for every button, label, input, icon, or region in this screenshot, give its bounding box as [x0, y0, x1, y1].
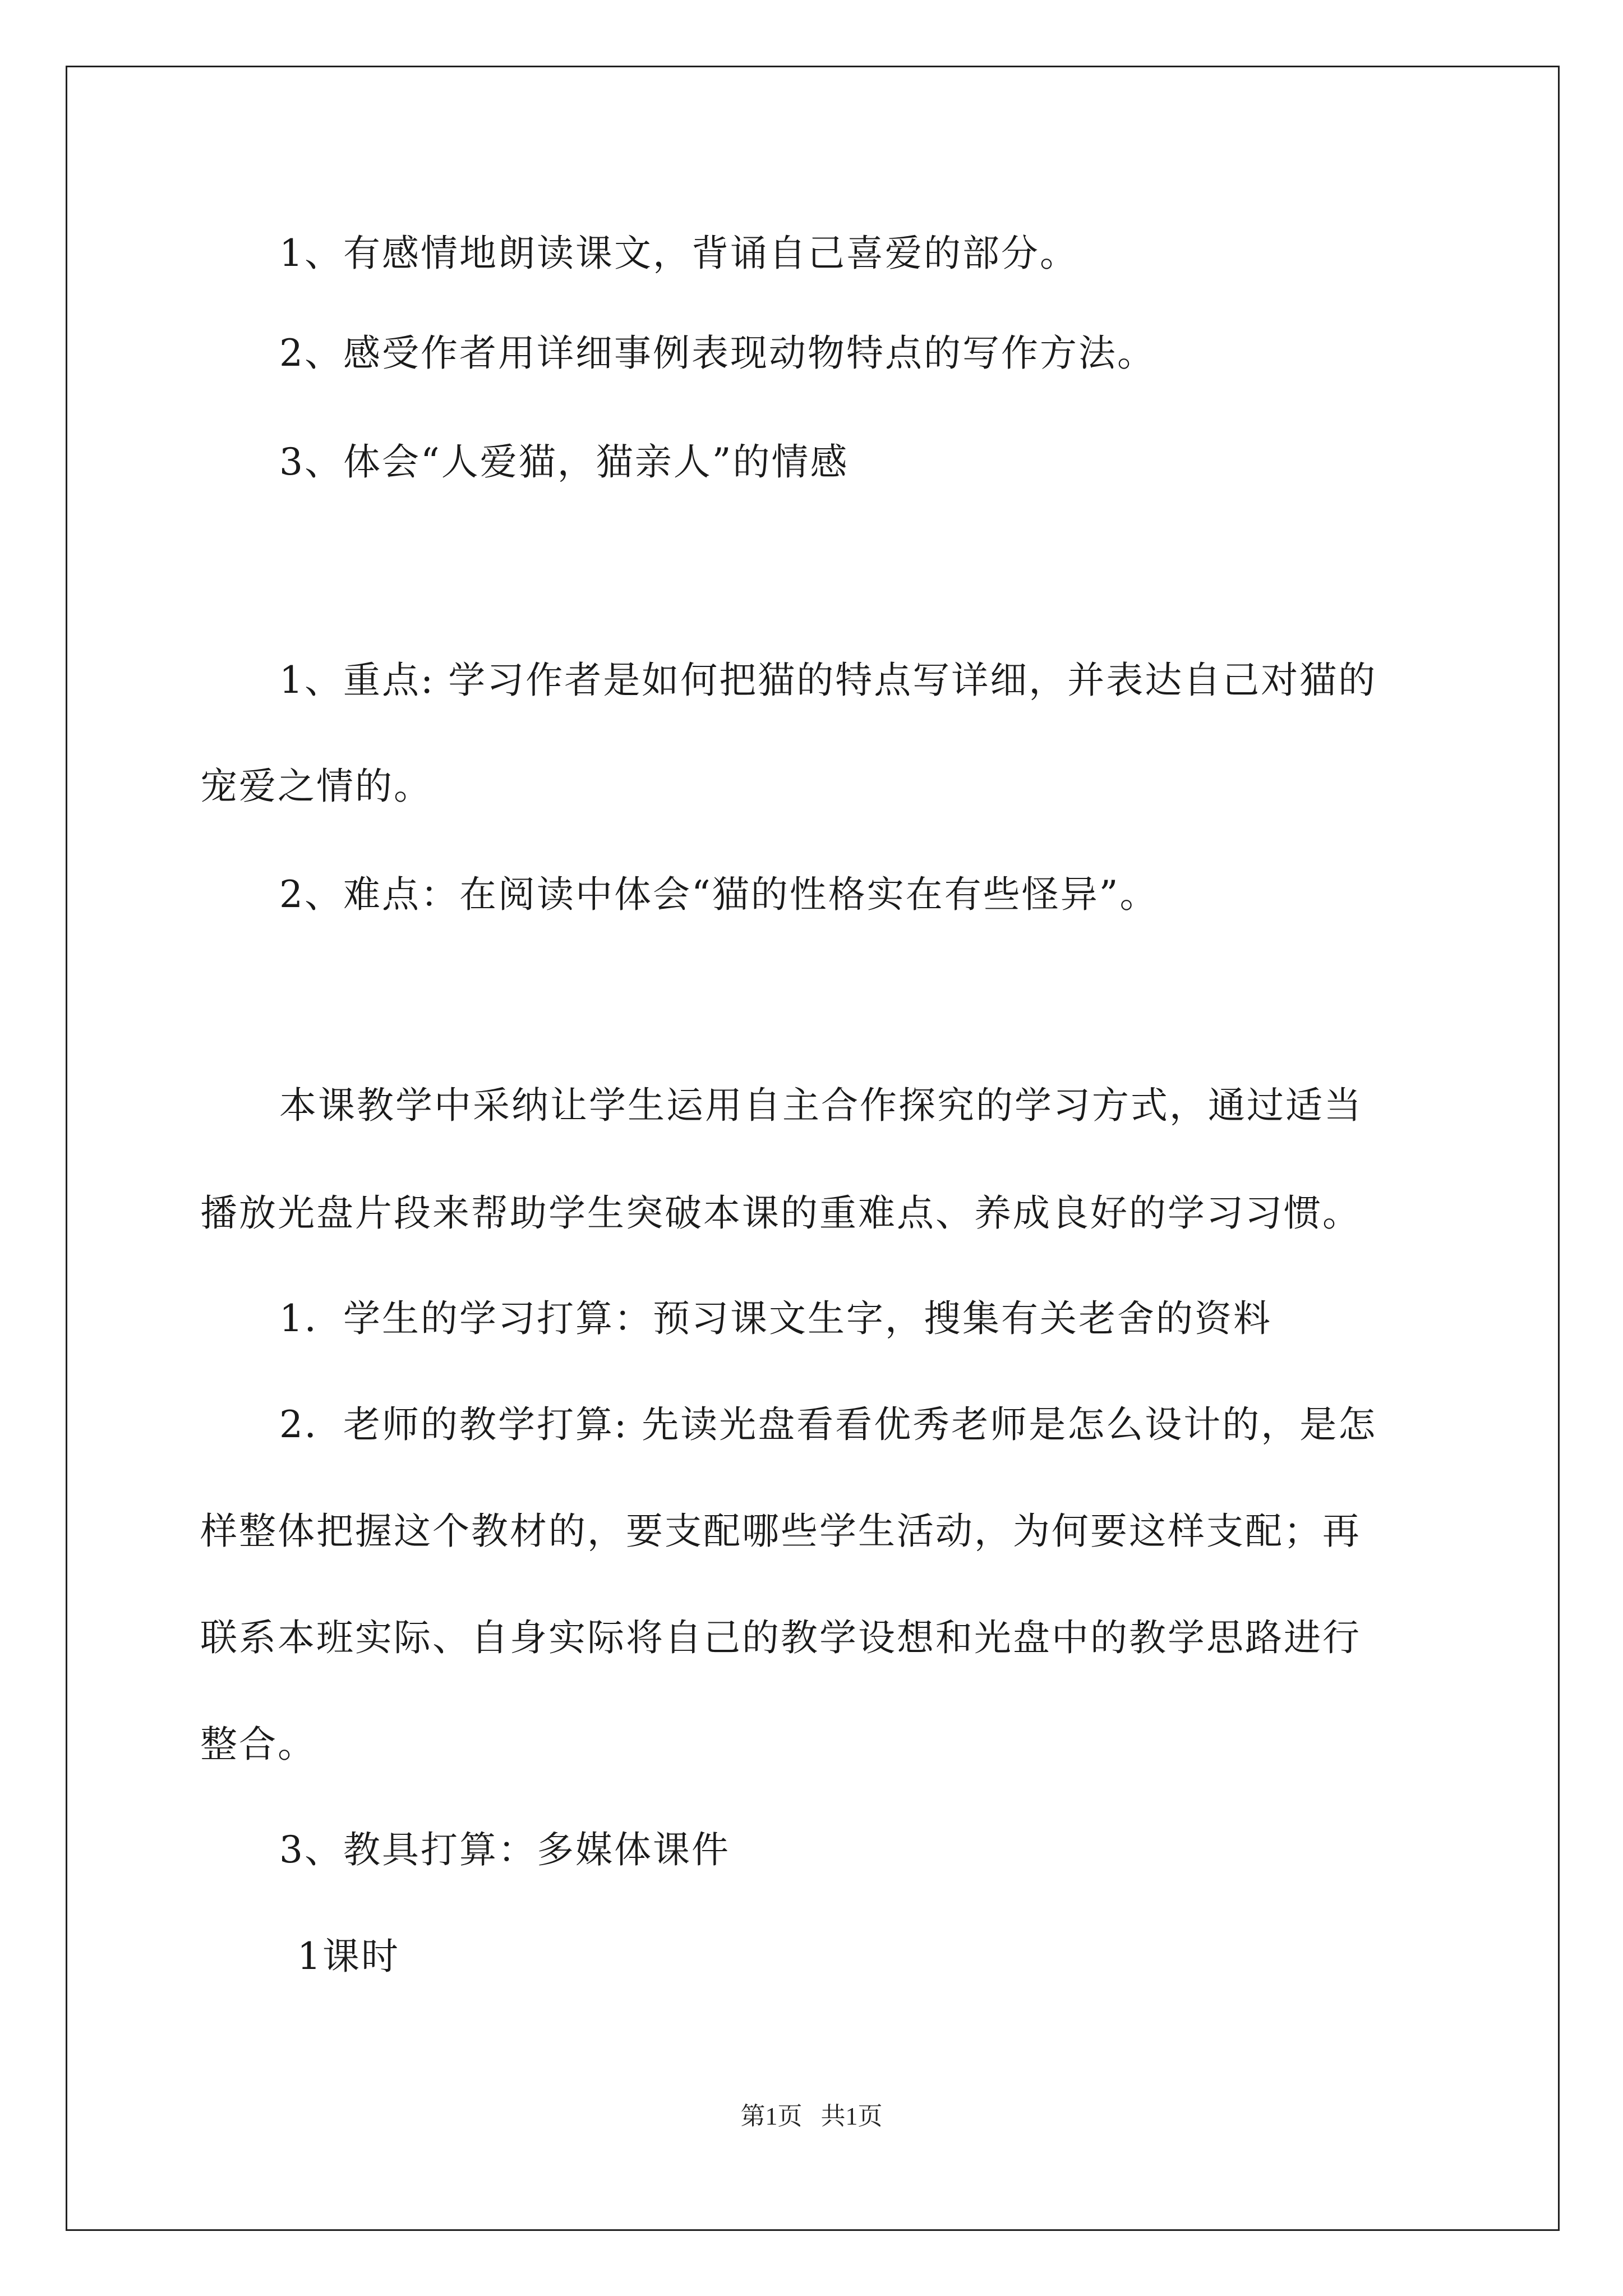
teaching-tools: 3、教具打算：多媒体课件 — [279, 1828, 730, 1871]
teacher-preparation-line-3: 联系本班实际、自身实际将自己的教学设想和光盘中的教学思路进行 — [200, 1616, 1361, 1659]
method-line-2: 播放光盘片段来帮助学生突破本课的重难点、养成良好的学习习惯。 — [200, 1191, 1361, 1235]
objective-3: 3、体会“人爱猫，猫亲人”的情感 — [279, 440, 849, 484]
objective-1: 1、有感情地朗读课文，背诵自己喜爱的部分。 — [279, 232, 1078, 275]
key-point-2: 2、难点：在阅读中体会“猫的性格实在有些怪异”。 — [279, 873, 1159, 916]
page-frame — [66, 66, 1560, 2231]
teacher-preparation-line-1: 2．老师的教学打算: 先读光盘看看优秀老师是怎么设计的，是怎 — [279, 1403, 1377, 1446]
method-line-1: 本课教学中采纳让学生运用自主合作探究的学习方式，通过适当 — [279, 1084, 1363, 1127]
page-footer: 第1页 共1页 — [740, 2102, 883, 2130]
key-point-1-line-1: 1、重点: 学习作者是如何把猫的特点写详细，并表达自己对猫的 — [279, 659, 1377, 702]
student-preparation: 1．学生的学习打算：预习课文生字，搜集有关老舍的资料 — [279, 1297, 1272, 1340]
objective-2: 2、感受作者用详细事例表现动物特点的写作方法。 — [279, 332, 1156, 375]
class-duration: 1课时 — [297, 1935, 400, 1978]
key-point-1-line-2: 宠爱之情的。 — [200, 765, 432, 808]
teacher-preparation-line-4: 整合。 — [200, 1723, 316, 1766]
teacher-preparation-line-2: 样整体把握这个教材的，要支配哪些学生活动，为何要这样支配；再 — [200, 1510, 1361, 1553]
